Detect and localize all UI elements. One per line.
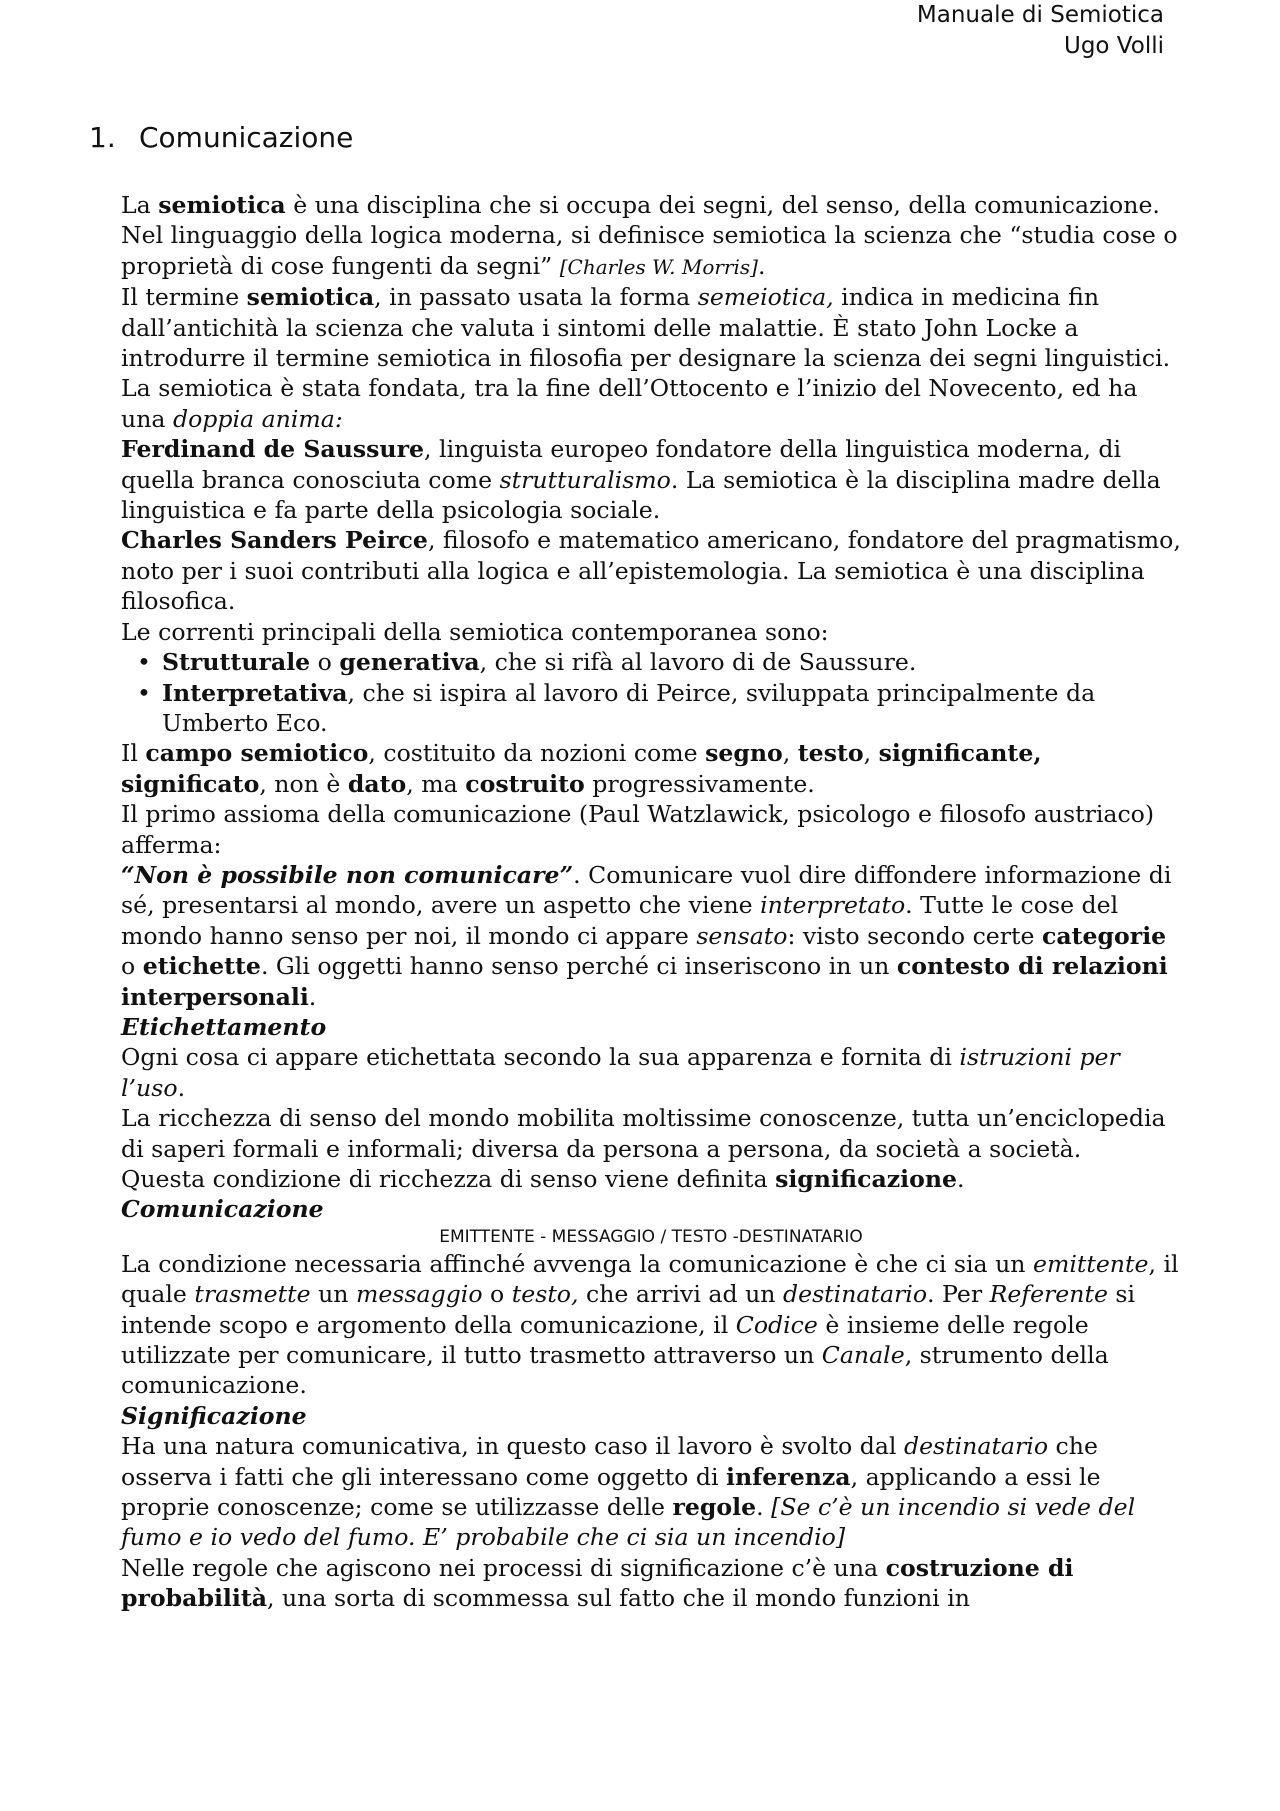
text-run: : visto secondo certe xyxy=(787,921,1042,950)
text-run: . Per xyxy=(927,1280,990,1309)
italic-term: Codice xyxy=(735,1310,818,1339)
bold-term: costruito xyxy=(465,769,585,798)
text-run: . xyxy=(957,1165,965,1193)
text-run: si intende scopo e argomento della comunicazione, il xyxy=(121,1280,1136,1339)
text-run: è insieme delle regole utilizzate per comunicare, il tutto trasmetto attraverso un xyxy=(121,1310,1089,1370)
paragraph-3 xyxy=(121,282,1181,373)
italic-term: strutturalismo xyxy=(499,465,671,494)
paragraph-1 xyxy=(121,190,1181,220)
italic-term: testo, xyxy=(511,1280,579,1309)
bold-term: semiotica xyxy=(158,191,286,219)
text-run: , che si rifà al lavoro di de Saussure. xyxy=(479,648,917,677)
subheading-etichettamento: Etichettamento xyxy=(121,1012,327,1041)
bold-term: campo semiotico xyxy=(145,739,369,768)
text-run: è una disciplina che si occupa dei segni, del senso, della comunicazione. xyxy=(285,191,1160,219)
italic-term: semeiotica, xyxy=(697,283,834,312)
bold-term: significazione xyxy=(775,1165,957,1193)
bold-term: costruzione di probabilità xyxy=(121,1553,1074,1613)
text-run: . Tutte le cose del mondo hanno senso per noi, il mondo ci appare xyxy=(121,891,1119,950)
chapter-title-text: Comunicazione xyxy=(139,121,354,154)
text-run: , linguista europeo fondatore della linguistica moderna, di quella branca conosciuta come xyxy=(121,435,1122,494)
bold-term: segno xyxy=(705,739,783,768)
italic-term: doppia anima: xyxy=(172,404,343,433)
text-run: o xyxy=(121,952,143,981)
paragraph-6 xyxy=(121,525,1181,616)
subheading-significazione: Significazione xyxy=(121,1401,307,1430)
italic-term: messaggio xyxy=(355,1280,483,1309)
text-run: , costituito da nozioni come xyxy=(368,739,706,768)
paragraph-11 xyxy=(121,1042,1181,1103)
text-run: Il xyxy=(121,739,146,768)
text-run: . xyxy=(177,1073,186,1102)
bold-term: contesto di relazioni interpersonali xyxy=(121,952,1168,1011)
text-run: , non è xyxy=(259,769,348,798)
header-title: Manuale di Semiotica xyxy=(916,2,1164,28)
paragraph-8 xyxy=(121,738,1181,799)
text-run: Ogni cosa ci appare etichettata secondo la sua apparenza e fornita di xyxy=(121,1043,960,1072)
paragraph-15 xyxy=(121,1431,1181,1553)
text-run: . xyxy=(757,251,766,280)
italic-term: Referente xyxy=(989,1280,1108,1309)
italic-term: istruzioni per l’uso xyxy=(121,1043,1120,1102)
text-run: . Gli oggetti hanno senso perché ci inseriscono in un xyxy=(260,952,897,981)
text-run: o xyxy=(482,1280,512,1309)
text-run: o xyxy=(310,648,340,677)
bold-term: Charles Sanders Peirce xyxy=(121,526,428,555)
subheading-comunicazione: Comunicazione xyxy=(121,1195,324,1224)
bullet-list xyxy=(121,647,1181,738)
document-body xyxy=(121,190,1181,1614)
text-run: , il quale xyxy=(121,1249,1179,1309)
bold-italic-quote: “Non è possibile non comunicare” xyxy=(121,860,574,889)
text-run: , una sorta di scommessa sul fatto che il mondo funzioni in xyxy=(267,1584,970,1613)
list-item xyxy=(137,647,1181,677)
italic-example: [Se c’è un incendio si vede del fumo e io vedo del fumo. E’ probabile che ci sia un incendio] xyxy=(121,1493,1136,1552)
bold-term: dato xyxy=(347,769,407,798)
bold-term: significante, significato xyxy=(121,739,1042,798)
text-run: . La semiotica è la disciplina madre della linguistica e fa parte della psicologia sociale. xyxy=(121,465,1161,525)
bold-term: Strutturale xyxy=(162,648,311,677)
text-run: . xyxy=(756,1493,772,1522)
paragraph-9: Il primo assioma della comunicazione (Paul Watzlawick, psicologo e filosofo austriaco) afferma: xyxy=(121,800,1155,859)
chapter-title xyxy=(89,118,353,158)
text-run: che osserva i fatti che gli interessano come oggetto di xyxy=(121,1432,1098,1491)
bold-term: inferenza xyxy=(726,1462,851,1491)
bold-term: Interpretativa xyxy=(162,678,348,707)
bold-term: Ferdinand de Saussure xyxy=(121,435,425,464)
bold-term: testo xyxy=(797,739,864,768)
text-run: , xyxy=(863,739,879,768)
header-author: Ugo Volli xyxy=(1063,33,1164,59)
citation: [Charles W. Morris] xyxy=(559,254,758,279)
text-run: La condizione necessaria affinché avvenga la comunicazione è che ci sia un xyxy=(121,1249,1033,1278)
text-run: , xyxy=(782,739,798,768)
paragraph-13 xyxy=(121,1164,1181,1194)
text-run: , in passato usata la forma xyxy=(374,283,698,312)
italic-term: trasmette xyxy=(194,1280,311,1309)
communication-scheme: EMITTENTE - MESSAGGIO / TESTO -DESTINATARIO xyxy=(439,1226,863,1247)
bold-term: generativa xyxy=(339,648,480,677)
paragraph-2 xyxy=(121,220,1181,282)
text-run: , che si ispira al lavoro di Peirce, sviluppata principalmente da Umberto Eco. xyxy=(162,678,1096,737)
bold-term: etichette xyxy=(142,952,261,981)
text-run: , ma xyxy=(406,769,466,798)
page-header xyxy=(917,0,1164,62)
text-run: La xyxy=(121,191,159,219)
bullet-icon: • xyxy=(137,648,151,677)
paragraph-5 xyxy=(121,434,1181,525)
paragraph-12: La ricchezza di senso del mondo mobilita moltissime conoscenze, tutta un’enciclopedia di saperi formali e informali; diversa da persona a persona, da società a società. xyxy=(121,1104,1166,1163)
paragraph-14 xyxy=(121,1249,1181,1401)
text-run: un xyxy=(310,1280,356,1309)
italic-term: emittente xyxy=(1033,1249,1149,1278)
text-run: La semiotica è stata fondata, tra la fine dell’Ottocento e l’inizio del Novecento, ed ha una xyxy=(121,374,1138,433)
bold-term: categorie xyxy=(1041,921,1167,950)
text-run: Nel linguaggio della logica moderna, si definisce semiotica la scienza che “studia cose o proprietà di cose fungenti da segni” xyxy=(121,221,1178,280)
italic-term: sensato xyxy=(696,921,788,950)
text-run: . Comunicare vuol dire diffondere informazione di sé, presentarsi al mondo, avere un aspetto che viene xyxy=(121,860,1172,920)
text-run: Ha una natura comunicativa, in questo caso il lavoro è svolto dal xyxy=(121,1432,904,1461)
bold-term: regole xyxy=(672,1493,757,1522)
italic-term: Canale xyxy=(821,1341,905,1370)
chapter-number: 1. xyxy=(89,121,116,154)
text-run: Il termine xyxy=(121,283,247,312)
paragraph-7: Le correnti principali della semiotica contemporanea sono: xyxy=(121,617,829,646)
text-run: , applicando a essi le proprie conoscenze; come se utilizzasse delle xyxy=(121,1462,1101,1522)
text-run: . xyxy=(308,982,317,1011)
text-run: Nelle regole che agiscono nei processi di significazione c’è una xyxy=(121,1553,886,1582)
text-run: che arrivi ad un xyxy=(578,1280,783,1309)
list-item xyxy=(137,678,1181,739)
italic-term: destinatario xyxy=(783,1280,928,1309)
text-run: indica in medicina fin dall’antichità la scienza che valuta i sintomi delle malattie. È stato John Locke a introdurre il termine semiotica in filosofia per designare la scienza dei segni linguistici. xyxy=(121,283,1171,373)
text-run: , strumento della comunicazione. xyxy=(121,1341,1109,1400)
text-run: , filosofo e matematico americano, fondatore del pragmatismo, noto per i suoi contributi alla logica e all’epistemologia. La semiotica è una disciplina filosofica. xyxy=(121,526,1181,616)
italic-term: interpretato xyxy=(760,891,906,920)
paragraph-4 xyxy=(121,373,1181,434)
italic-term: destinatario xyxy=(903,1432,1049,1461)
paragraph-10 xyxy=(121,860,1181,1012)
text-run: Questa condizione di ricchezza di senso viene definita xyxy=(121,1165,776,1193)
bullet-icon: • xyxy=(137,678,151,707)
bold-term: semiotica xyxy=(246,283,375,312)
paragraph-16 xyxy=(121,1553,1181,1614)
text-run: progressivamente. xyxy=(584,769,815,798)
